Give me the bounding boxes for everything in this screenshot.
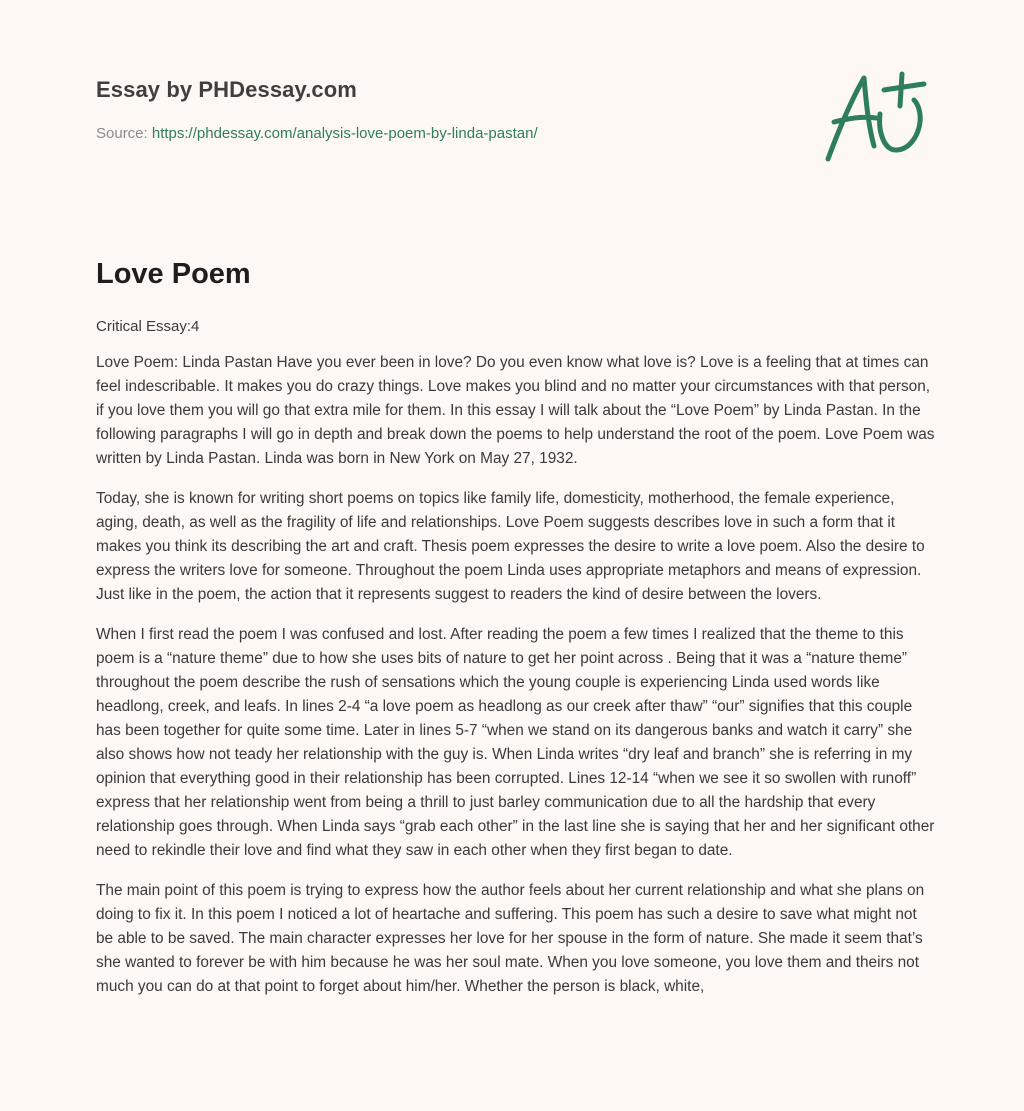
essay-paragraph: Love Poem: Linda Pastan Have you ever been in love? Do you even know what love is? Love is a feeling that at times can feel indescribable. It makes you do crazy things. Love makes you blind and no matter your circumstances with that person, if you love them you will go that extra mile for them. In this essay I will talk about the “Love Poem” by Linda Pastan. In the following paragraphs I will go in depth and break down the poems to help understand the root of the poem. Love Poem was written by Linda Pastan. Linda was born in New York on May 27, 1932.	[96, 354, 935, 467]
site-title: Essay by PHDessay.com	[96, 77, 357, 102]
essay-paragraph: Today, she is known for writing short poems on topics like family life, domesticity, motherhood, the female experience, aging, death, as well as the fragility of life and relationships. Love Poem suggests describes love in such a form that it makes you think its describing the art and craft. Thesis poem expresses the desire to write a love poem. Also the desire to express the writers love for someone. Throughout the poem Linda uses appropriate metaphors and means of expression. Just like in the poem, the action that it represents suggest to readers the kind of desire between the lovers.	[96, 490, 925, 603]
essay-meta: Critical Essay:4	[96, 318, 200, 335]
essay-body	[96, 351, 936, 1015]
essay-paragraph: When I first read the poem I was confused and lost. After reading the poem a few times I realized that the theme to this poem is a “nature theme” due to how she uses bits of nature to get her point across . Being that it was a “nature theme” throughout the poem describe the rush of sensations which the young couple is experiencing Linda used words like headlong, creek, and leafs. In lines 2-4 “a love poem as headlong as our creek after thaw” “our” signifies that this couple has been together for quite some time. Later in lines 5-7 “when we stand on its dangerous banks and watch it carry” she also shows how not teady her relationship with the guy is. When Linda writes “dry leaf and branch” she is referring in my opinion that everything good in their relationship has been corrupted. Lines 12-14 “when we see it so swollen with runoff” express that her relationship went from being a thrill to just barley communication due to all the hardship that every relationship goes through. When Linda says “grab each other” in the last line she is saying that her and her significant other need to rekindle their love and find what they saw in each other when they first began to date.	[96, 626, 935, 859]
source-label: Source:	[96, 125, 148, 142]
source-link[interactable]: https://phdessay.com/analysis-love-poem-by-linda-pastan/	[151, 125, 538, 142]
a-plus-grade-icon	[820, 66, 930, 166]
source-line	[96, 124, 538, 144]
essay-title: Love Poem	[96, 258, 251, 290]
essay-paragraph: The main point of this poem is trying to express how the author feels about her current relationship and what she plans on doing to fix it. In this poem I noticed a lot of heartache and suffering. This poem has such a desire to save what might not be able to be saved. The main character expresses her love for her spouse in the form of nature. She made it seem that’s she wanted to forever be with him because he was her soul mate. When you love someone, you love them and theirs not much you can do at that point to forget about him/her. Whether the person is black, white,	[96, 882, 925, 995]
